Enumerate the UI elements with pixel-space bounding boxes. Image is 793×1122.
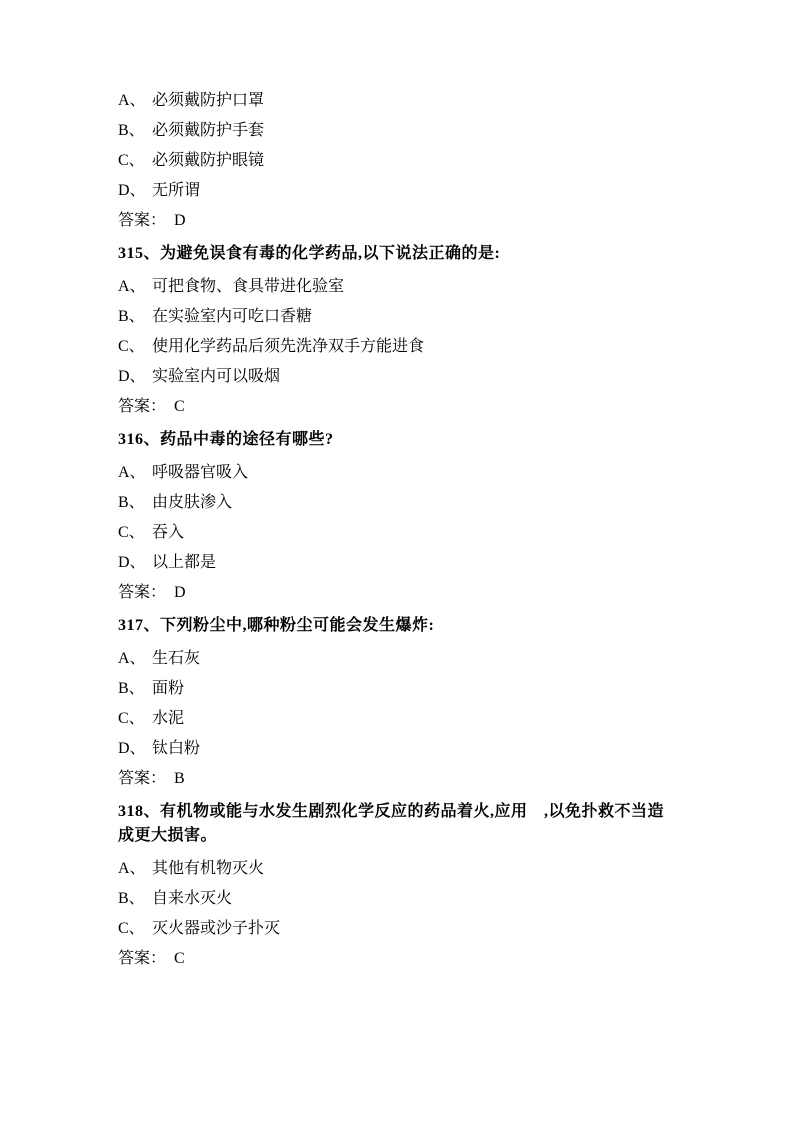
question-block [118, 92, 680, 230]
option-text: 其他有机物灭火 [152, 860, 265, 877]
option-text: 呼吸器官吸入 [152, 464, 249, 481]
option-letter: A、 [118, 650, 146, 667]
options-group [118, 464, 680, 572]
question-title-text: 下列粉尘中,哪种粉尘可能会发生爆炸: [160, 617, 435, 634]
option-text: 灭火器或沙子扑灭 [152, 920, 281, 937]
option-line [118, 740, 680, 758]
option-line [118, 494, 680, 512]
answer-line [118, 584, 680, 602]
option-line [118, 860, 680, 878]
answer-label: 答案： [118, 770, 167, 787]
option-line [118, 182, 680, 200]
option-text: 必须戴防护口罩 [152, 92, 265, 109]
option-text: 由皮肤渗入 [152, 494, 233, 511]
option-text: 自来水灭火 [152, 890, 233, 907]
option-line [118, 122, 680, 140]
option-line [118, 524, 680, 542]
option-line [118, 710, 680, 728]
answer-line [118, 770, 680, 788]
option-text: 水泥 [152, 710, 185, 727]
option-letter: D、 [118, 182, 146, 199]
option-line [118, 338, 680, 356]
option-line [118, 152, 680, 170]
answer-line [118, 212, 680, 230]
option-letter: B、 [118, 308, 145, 325]
option-text: 以上都是 [152, 554, 217, 571]
option-line [118, 554, 680, 572]
options-group [118, 278, 680, 386]
option-line [118, 650, 680, 668]
answer-value: B [174, 770, 185, 787]
answer-line [118, 398, 680, 416]
options-group [118, 860, 680, 938]
option-letter: C、 [118, 338, 145, 355]
answer-label: 答案： [118, 212, 167, 229]
question-title [118, 800, 680, 848]
answer-label: 答案： [118, 950, 167, 967]
question-block [118, 428, 680, 602]
question-title-text: 药品中毒的途径有哪些? [160, 431, 334, 448]
answer-value: D [174, 584, 186, 601]
question-title [118, 242, 680, 266]
question-number: 318、 [118, 803, 161, 820]
option-text: 无所谓 [152, 182, 201, 199]
question-number: 317、 [118, 617, 161, 634]
option-letter: B、 [118, 494, 145, 511]
option-letter: C、 [118, 920, 145, 937]
option-text: 在实验室内可吃口香糖 [152, 308, 313, 325]
option-letter: B、 [118, 680, 145, 697]
options-group [118, 650, 680, 758]
option-text: 面粉 [152, 680, 185, 697]
option-text: 实验室内可以吸烟 [152, 368, 281, 385]
option-text: 可把食物、食具带进化验室 [152, 278, 345, 295]
option-line [118, 278, 680, 296]
option-line [118, 890, 680, 908]
option-letter: C、 [118, 524, 145, 541]
option-text: 必须戴防护手套 [152, 122, 265, 139]
question-number: 315、 [118, 245, 161, 262]
answer-label: 答案： [118, 398, 167, 415]
question-title-text: 为避免误食有毒的化学药品,以下说法正确的是: [160, 245, 501, 262]
option-line [118, 464, 680, 482]
option-letter: C、 [118, 152, 145, 169]
answer-value: C [174, 398, 185, 415]
option-line [118, 308, 680, 326]
option-line [118, 92, 680, 110]
option-text: 必须戴防护眼镜 [152, 152, 265, 169]
option-letter: D、 [118, 740, 146, 757]
option-line [118, 920, 680, 938]
answer-value: C [174, 950, 185, 967]
option-letter: B、 [118, 122, 145, 139]
option-letter: D、 [118, 368, 146, 385]
questions-list [118, 92, 680, 980]
option-line [118, 680, 680, 698]
question-title [118, 614, 680, 638]
option-letter: A、 [118, 278, 146, 295]
question-block [118, 800, 680, 968]
question-title [118, 428, 680, 452]
option-line [118, 368, 680, 386]
option-letter: A、 [118, 464, 146, 481]
option-text: 钛白粉 [152, 740, 201, 757]
answer-line [118, 950, 680, 968]
answer-value: D [174, 212, 186, 229]
question-title-text: 有机物或能与水发生剧烈化学反应的药品着火,应用 ,以免扑救不当造成更大损害。 [118, 803, 665, 844]
option-text: 生石灰 [152, 650, 201, 667]
option-letter: D、 [118, 554, 146, 571]
option-letter: B、 [118, 890, 145, 907]
option-text: 吞入 [152, 524, 185, 541]
option-text: 使用化学药品后须先洗净双手方能进食 [152, 338, 425, 355]
question-block [118, 614, 680, 788]
question-number: 316、 [118, 431, 161, 448]
option-letter: C、 [118, 710, 145, 727]
options-group [118, 92, 680, 200]
option-letter: A、 [118, 860, 146, 877]
answer-label: 答案： [118, 584, 167, 601]
option-letter: A、 [118, 92, 146, 109]
question-block [118, 242, 680, 416]
